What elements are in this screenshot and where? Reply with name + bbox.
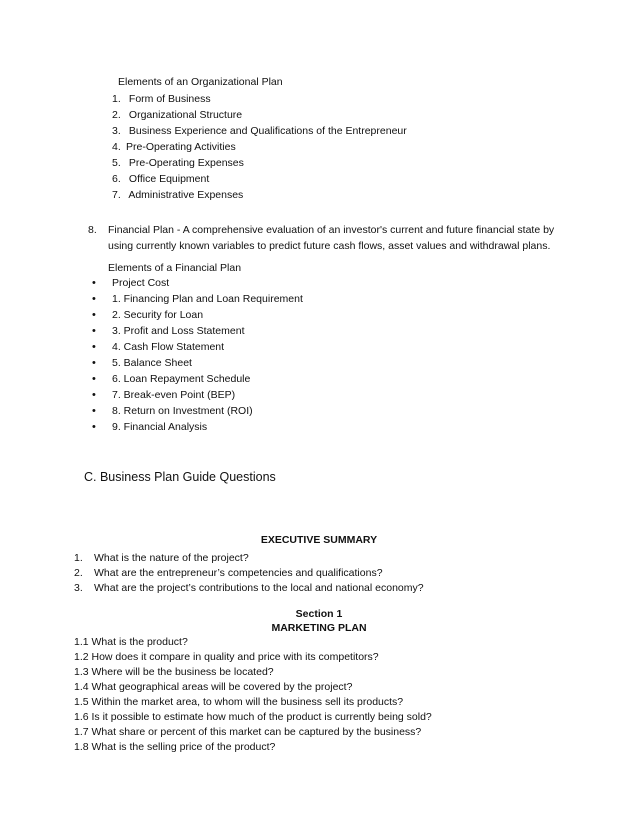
item-text: What is the nature of the project? — [94, 552, 249, 564]
list-item: 1.7 What share or percent of this market can be captured by the business? — [74, 726, 422, 738]
list-item: 1.1 What is the product? — [74, 636, 188, 648]
item-text: Administrative Expenses — [128, 189, 244, 201]
item-number: 2. — [74, 567, 83, 579]
list-item — [92, 293, 303, 305]
list-item — [92, 341, 224, 353]
list-item — [92, 325, 245, 337]
item-text: Project Cost — [112, 277, 170, 289]
executive-summary-heading: EXECUTIVE SUMMARY — [260, 534, 378, 546]
financial-plan-elements-title: Elements of a Financial Plan — [108, 262, 242, 274]
list-item: 1.6 Is it possible to estimate how much of the product is currently being sold? — [74, 711, 432, 723]
org-plan-title: Elements of an Organizational Plan — [118, 76, 283, 88]
list-item — [74, 552, 249, 564]
list-item: 1.5 Within the market area, to whom will the business sell its products? — [74, 696, 404, 708]
item-number: 3. — [112, 125, 121, 137]
item-number: 3. — [74, 582, 83, 594]
bullet-icon: • — [92, 309, 96, 321]
list-item — [112, 157, 244, 169]
item-text: 1. Financing Plan and Loan Requirement — [112, 293, 303, 305]
item-text: Organizational Structure — [128, 109, 243, 121]
item-number: 2. — [112, 109, 121, 121]
item-number: 5. — [112, 157, 121, 169]
list-item — [112, 109, 242, 121]
item-text: What are the project’s contributions to the local and national economy? — [94, 582, 424, 594]
list-item — [74, 567, 383, 579]
list-item: 1.3 Where will be the business be located? — [74, 666, 274, 678]
item-text: 8. Return on Investment (ROI) — [112, 405, 253, 417]
item-number: 1. — [112, 93, 121, 105]
list-item: 1.4 What geographical areas will be covered by the project? — [74, 681, 353, 693]
list-item: 1.8 What is the selling price of the product? — [74, 741, 276, 753]
list-item — [92, 357, 192, 369]
item-text: 7. Break-even Point (BEP) — [112, 389, 236, 401]
bullet-icon: • — [92, 405, 96, 417]
bullet-icon: • — [92, 277, 96, 289]
list-item — [74, 582, 424, 594]
item-text: Office Equipment — [128, 173, 210, 185]
list-item — [112, 173, 209, 185]
bullet-icon: • — [92, 293, 96, 305]
financial-plan-item — [88, 222, 562, 254]
list-item — [112, 189, 243, 201]
item-text: 3. Profit and Loss Statement — [112, 325, 245, 337]
item-text: Pre-Operating Activities — [126, 141, 236, 153]
item-text: What are the entrepreneur’s competencies and qualifications? — [94, 567, 383, 579]
list-item — [92, 309, 203, 321]
bullet-icon: • — [92, 389, 96, 401]
item-text: Business Experience and Qualifications of the Entrepreneur — [128, 125, 407, 137]
item-text: Pre-Operating Expenses — [128, 157, 244, 169]
section-c-heading: C. Business Plan Guide Questions — [84, 470, 276, 484]
list-item — [92, 405, 253, 417]
item-number: 4. — [112, 141, 121, 153]
marketing-plan-heading: MARKETING PLAN — [271, 622, 367, 634]
list-item — [92, 373, 250, 385]
bullet-icon: • — [92, 421, 96, 433]
list-item — [112, 141, 236, 153]
item-number: 7. — [112, 189, 121, 201]
bullet-icon: • — [92, 357, 96, 369]
bullet-icon: • — [92, 341, 96, 353]
section-label: Section 1 — [295, 608, 343, 620]
item-number: 1. — [74, 552, 83, 564]
list-item — [92, 389, 235, 401]
list-item — [112, 93, 211, 105]
item-text: 4. Cash Flow Statement — [112, 341, 225, 353]
bullet-icon: • — [92, 373, 96, 385]
item-text: 2. Security for Loan — [112, 309, 204, 321]
list-item — [92, 421, 207, 433]
item-text: 6. Loan Repayment Schedule — [112, 373, 251, 385]
list-item: 1.2 How does it compare in quality and price with its competitors? — [74, 651, 379, 663]
item-number: 8. — [88, 224, 97, 236]
list-item — [112, 125, 407, 137]
item-text: 5. Balance Sheet — [112, 357, 192, 369]
item-text: Form of Business — [128, 93, 211, 105]
list-item — [92, 277, 169, 289]
item-text: 9. Financial Analysis — [112, 421, 208, 433]
bullet-icon: • — [92, 325, 96, 337]
item-number: 6. — [112, 173, 121, 185]
financial-plan-definition: Financial Plan - A comprehensive evaluation of an investor's current and future financial state by using currently known variables to predict future cash flows, asset values and withdrawal plans. — [108, 224, 555, 252]
